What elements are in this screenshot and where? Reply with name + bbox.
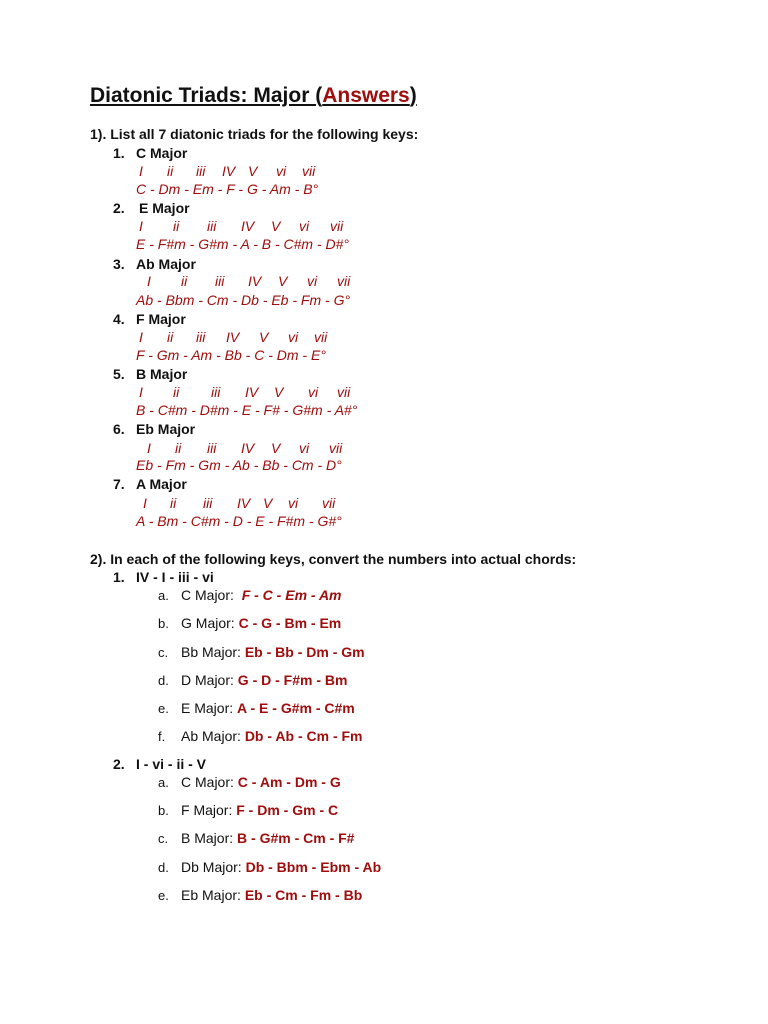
p1-item-answer: F - C - Em - Am	[241, 587, 342, 603]
key-5-numeral: V	[274, 384, 284, 400]
key-6-numeral: vi	[299, 440, 310, 456]
key-7-chords: A - Bm - C#m - D - E - F#m - G#°	[136, 513, 342, 529]
key-3-numeral: IV	[248, 273, 262, 289]
p1-item	[181, 672, 347, 688]
p2-item-key: Db Major:	[181, 859, 242, 875]
key-3-numeral: ii	[181, 273, 188, 289]
key-1-numeral: IV	[222, 163, 236, 179]
key-4-name: F Major	[136, 311, 186, 327]
key-6-number: 6.	[113, 421, 125, 437]
key-1-numeral: V	[248, 163, 258, 179]
key-2-numeral: IV	[241, 218, 255, 234]
key-4-chords: F - Gm - Am - Bb - C - Dm - E°	[136, 347, 326, 363]
key-2-chords: E - F#m - G#m - A - B - C#m - D#°	[136, 236, 350, 252]
p2-item-answer: Db - Bbm - Ebm - Ab	[245, 859, 382, 875]
key-4-numeral: ii	[167, 329, 174, 345]
p1-item	[181, 728, 363, 744]
key-6-numeral: I	[147, 440, 151, 456]
section1-heading: 1). List all 7 diatonic triads for the following keys:	[90, 126, 419, 142]
p2-item	[181, 774, 341, 790]
key-4-numeral: IV	[226, 329, 240, 345]
p2-item	[181, 887, 362, 903]
key-5-numeral: ii	[173, 384, 180, 400]
key-1-numeral: vi	[276, 163, 287, 179]
p2-item-key: C Major:	[181, 774, 234, 790]
key-5-name: B Major	[136, 366, 188, 382]
p1-item	[181, 700, 355, 716]
key-3-name: Ab Major	[136, 256, 196, 272]
key-6-name: Eb Major	[136, 421, 196, 437]
key-2-numeral: I	[139, 218, 143, 234]
p2-item-key: F Major:	[181, 802, 233, 818]
p1-item-key: Ab Major:	[181, 728, 241, 744]
p2-item-letter: b.	[158, 803, 169, 818]
key-5-chords: B - C#m - D#m - E - F# - G#m - A#°	[136, 402, 358, 418]
p2-item	[181, 802, 338, 818]
key-7-numeral: I	[143, 495, 147, 511]
progression-1-name: IV - I - iii - vi	[136, 569, 214, 585]
p1-item-letter: c.	[158, 645, 169, 660]
key-1-numeral: iii	[196, 163, 206, 179]
progression-2-name: I - vi - ii - V	[136, 756, 207, 772]
key-7-numeral: V	[263, 495, 273, 511]
p2-item	[181, 859, 381, 875]
key-4-numeral: iii	[196, 329, 206, 345]
p1-item-letter: a.	[158, 588, 169, 603]
key-5-numeral: iii	[211, 384, 221, 400]
key-3-numeral: I	[147, 273, 151, 289]
key-1-name: C Major	[136, 145, 188, 161]
key-2-name: E Major	[139, 200, 190, 216]
key-1-chords: C - Dm - Em - F - G - Am - B°	[136, 181, 319, 197]
p1-item	[181, 644, 365, 660]
p1-item-key: Bb Major:	[181, 644, 241, 660]
p1-item-letter: d.	[158, 673, 169, 688]
p1-item-letter: f.	[158, 729, 166, 744]
key-7-name: A Major	[136, 476, 187, 492]
key-2-numeral: ii	[173, 218, 180, 234]
key-3-numeral: iii	[215, 273, 225, 289]
key-2-numeral: iii	[207, 218, 217, 234]
section2-heading: 2). In each of the following keys, convert the numbers into actual chords:	[90, 551, 577, 567]
key-2-numeral: V	[271, 218, 281, 234]
key-5-numeral: vi	[308, 384, 319, 400]
key-7-numeral: vi	[288, 495, 299, 511]
key-6-numeral: ii	[175, 440, 182, 456]
p1-item-answer: Eb - Bb - Dm - Gm	[244, 644, 365, 660]
key-6-numeral: V	[271, 440, 281, 456]
p2-item-letter: d.	[158, 860, 169, 875]
key-4-numeral: vi	[288, 329, 299, 345]
title-answers: Answers	[322, 84, 410, 107]
p1-item-answer: Db - Ab - Cm - Fm	[244, 728, 363, 744]
p2-item-letter: c.	[158, 831, 169, 846]
key-5-numeral: I	[139, 384, 143, 400]
key-7-numeral: IV	[237, 495, 251, 511]
p1-item-letter: e.	[158, 701, 169, 716]
key-6-chords: Eb - Fm - Gm - Ab - Bb - Cm - D°	[136, 457, 342, 473]
key-2-numeral: vii	[330, 218, 344, 234]
p2-item	[181, 830, 354, 846]
key-7-numeral: iii	[203, 495, 213, 511]
title-close: )	[409, 84, 417, 107]
key-1-numeral: vii	[302, 163, 316, 179]
page-title	[90, 84, 417, 108]
key-1-numeral: ii	[167, 163, 174, 179]
p1-item-key: G Major:	[181, 615, 235, 631]
title-main: Diatonic Triads: Major (	[90, 84, 323, 107]
key-6-numeral: IV	[241, 440, 255, 456]
p2-item-letter: e.	[158, 888, 169, 903]
key-3-numeral: vii	[337, 273, 351, 289]
key-6-numeral: iii	[207, 440, 217, 456]
p2-item-answer: Eb - Cm - Fm - Bb	[244, 887, 363, 903]
key-7-number: 7.	[113, 476, 125, 492]
p2-item-letter: a.	[158, 775, 169, 790]
p2-item-answer: C - Am - Dm - G	[237, 774, 341, 790]
p1-item-letter: b.	[158, 616, 169, 631]
key-7-numeral: ii	[170, 495, 177, 511]
key-2-number: 2.	[113, 200, 125, 216]
p2-item-key: B Major:	[181, 830, 234, 846]
key-3-number: 3.	[113, 256, 125, 272]
key-1-numeral: I	[139, 163, 143, 179]
p1-item-key: D Major:	[181, 672, 234, 688]
key-2-numeral: vi	[299, 218, 310, 234]
p2-item-answer: B - G#m - Cm - F#	[237, 830, 355, 846]
key-3-chords: Ab - Bbm - Cm - Db - Eb - Fm - G°	[136, 292, 351, 308]
key-1-number: 1.	[113, 145, 125, 161]
progression-2-number: 2.	[113, 756, 125, 772]
key-5-numeral: IV	[245, 384, 259, 400]
key-7-numeral: vii	[322, 495, 336, 511]
p2-item-key: Eb Major:	[181, 887, 241, 903]
p1-item-key: E Major:	[181, 700, 234, 716]
progression-1-number: 1.	[113, 569, 125, 585]
key-4-number: 4.	[113, 311, 125, 327]
key-5-numeral: vii	[337, 384, 351, 400]
p1-item-answer: C - G - Bm - Em	[238, 615, 342, 631]
key-3-numeral: V	[278, 273, 288, 289]
key-4-numeral: vii	[314, 329, 328, 345]
key-4-numeral: V	[259, 329, 269, 345]
p2-item-answer: F - Dm - Gm - C	[236, 802, 339, 818]
key-6-numeral: vii	[329, 440, 343, 456]
p1-item-key: C Major:	[181, 587, 234, 603]
p1-item	[181, 587, 342, 603]
key-4-numeral: I	[139, 329, 143, 345]
p1-item	[181, 615, 341, 631]
key-3-numeral: vi	[307, 273, 318, 289]
p1-item-answer: G - D - F#m - Bm	[237, 672, 348, 688]
key-5-number: 5.	[113, 366, 125, 382]
p1-item-answer: A - E - G#m - C#m	[237, 700, 355, 716]
